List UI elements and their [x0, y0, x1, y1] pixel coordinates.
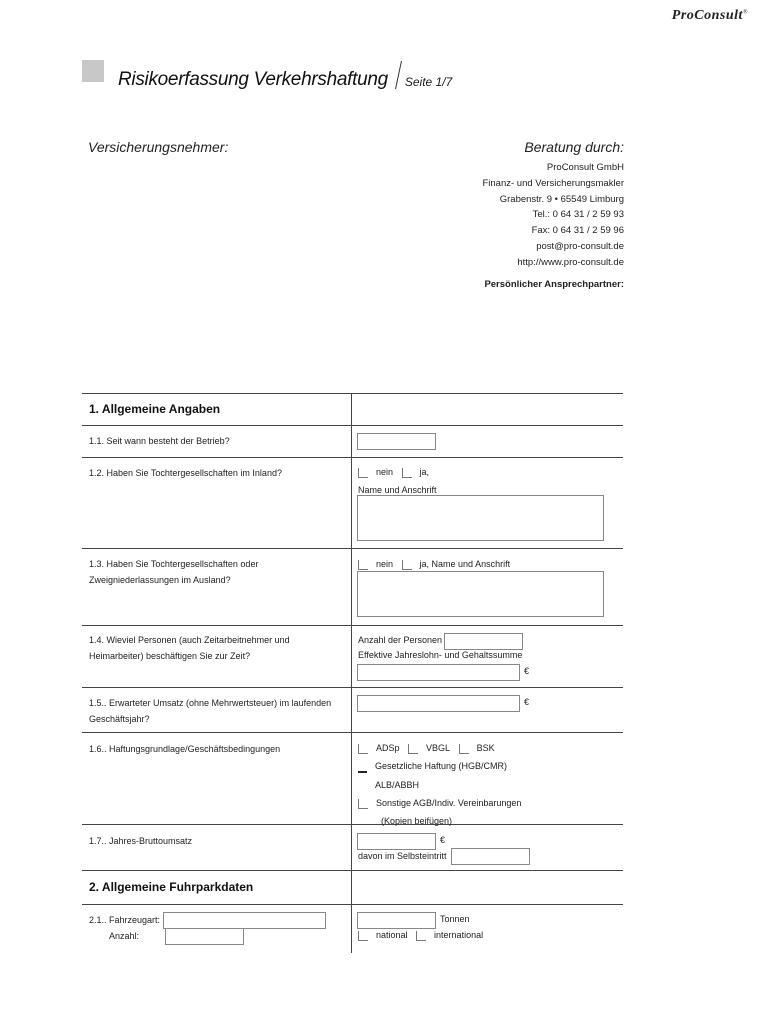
section-2-title: 2. Allgemeine Fuhrparkdaten [89, 880, 254, 894]
page-title: Risikoerfassung Verkehrshaftung [118, 69, 388, 90]
currency-symbol: € [524, 697, 530, 707]
option-label: ja, Name und Anschrift [419, 559, 511, 569]
checkbox-vbgl[interactable] [408, 744, 418, 754]
address-company: ProConsult GmbH [546, 162, 624, 173]
option-other-terms[interactable] [358, 796, 521, 812]
option-label: international [434, 930, 484, 940]
salary-label: Effektive Jahreslohn- und Gehaltssumme [358, 650, 523, 660]
count-label: Anzahl: [109, 931, 140, 941]
gross-revenue-input[interactable] [357, 833, 436, 850]
brand-name: ProConsult [671, 8, 743, 23]
option-international[interactable] [416, 928, 483, 944]
question-line: 1.5.. Erwarteter Umsatz (ohne Mehrwertsteuer) im laufenden [89, 698, 332, 708]
vehicle-type-input[interactable] [163, 912, 326, 929]
page-header [106, 61, 452, 91]
table-top-border [82, 393, 623, 394]
contact-person-label: Persönlicher Ansprechpartner: [484, 279, 624, 290]
brand-logo [672, 8, 748, 24]
foreign-subsidiaries-textarea[interactable] [357, 571, 604, 617]
option-label: nein [376, 467, 394, 477]
checkbox-hgb[interactable] [358, 762, 367, 773]
option-label: Gesetzliche Haftung (HGB/CMR) [375, 761, 508, 772]
option-no-domestic[interactable] [358, 465, 393, 481]
answer-1-2 [358, 465, 437, 499]
vehicle-count-input[interactable] [165, 928, 244, 945]
checkbox-bsk[interactable] [459, 744, 469, 754]
question-1-3 [89, 556, 258, 588]
question-line: 1.3. Haben Sie Tochtergesellschaften oder [89, 559, 259, 569]
question-1-4 [89, 632, 290, 664]
question-1-1: 1.1. Seit wann besteht der Betrieb? [89, 436, 230, 446]
question-line: Heimarbeiter) beschäftigen Sie zur Zeit? [89, 651, 251, 661]
option-label: national [376, 930, 408, 940]
page-number: Seite 1/7 [404, 75, 453, 89]
section-1-title: 1. Allgemeine Angaben [89, 402, 221, 416]
title-divider [395, 61, 402, 89]
expected-revenue-input[interactable] [357, 695, 520, 712]
address-street: Grabenstr. 9 • 65549 Limburg [499, 193, 624, 205]
option-adsp[interactable] [358, 741, 400, 757]
question-1-5 [89, 695, 331, 727]
self-entry-label: davon im Selbsteintritt [358, 851, 447, 861]
table-column-divider [351, 393, 352, 953]
option-label: Sonstige AGB/Indiv. Vereinbarungen [376, 797, 522, 808]
since-when-input[interactable] [357, 433, 436, 450]
checkbox-yes[interactable] [402, 560, 412, 570]
row-divider [82, 870, 623, 871]
option-label: ALB/ABBH [375, 780, 420, 790]
option-label: nein [376, 559, 394, 569]
persons-label: Anzahl der Personen [358, 635, 443, 645]
answer-1-6 [358, 741, 527, 830]
tonnage-label: Tonnen [440, 914, 470, 924]
option-label: BSK [476, 743, 495, 753]
row-divider [82, 824, 623, 825]
policyholder-heading: Versicherungsnehmer: [88, 139, 229, 155]
row-divider [82, 687, 623, 688]
question-line: Geschäftsjahr? [89, 714, 150, 724]
checkbox-yes[interactable] [402, 468, 412, 478]
self-entry-input[interactable] [451, 848, 530, 865]
row-divider [82, 625, 623, 626]
checkbox-international[interactable] [416, 931, 426, 941]
question-2-1: 2.1.. Fahrzeugart: [89, 915, 161, 925]
question-1-6: 1.6.. Haftungsgrundlage/Geschäftsbedingungen [89, 744, 281, 754]
option-bsk[interactable] [459, 741, 495, 757]
checkbox-no[interactable] [358, 560, 368, 570]
question-line: 1.4. Wieviel Personen (auch Zeitarbeitnehmer und [89, 635, 290, 645]
question-line: Zweigniederlassungen im Ausland? [89, 575, 231, 585]
checkbox-no[interactable] [358, 468, 368, 478]
scope-options [358, 928, 489, 946]
checkbox-alb[interactable] [358, 781, 367, 790]
address-fax: Fax: 0 64 31 / 2 59 96 [531, 225, 624, 237]
question-1-7: 1.7.. Jahres-Bruttoumsatz [89, 836, 193, 846]
checkbox-other-terms[interactable] [358, 799, 368, 809]
name-address-label: Name und Anschrift [358, 485, 437, 496]
option-label: VBGL [426, 743, 451, 753]
option-yes-domestic[interactable] [402, 465, 430, 481]
checkbox-adsp[interactable] [358, 744, 368, 754]
registered-mark: ® [742, 9, 748, 16]
title-marker [82, 60, 104, 82]
option-national[interactable] [358, 928, 408, 944]
option-label: ADSp [376, 743, 400, 753]
address-email[interactable]: post@pro-consult.de [536, 240, 624, 252]
address-role: Finanz- und Versicherungsmakler [482, 177, 624, 189]
option-vbgl[interactable] [408, 741, 450, 757]
domestic-subsidiaries-textarea[interactable] [357, 495, 604, 541]
row-divider [82, 548, 623, 549]
currency-symbol: € [524, 666, 530, 676]
option-hgb[interactable] [358, 759, 507, 775]
option-alb[interactable] [358, 778, 419, 794]
address-website[interactable]: http://www.pro-consult.de [517, 256, 624, 268]
advisor-heading: Beratung durch: [524, 139, 624, 155]
question-1-2: 1.2. Haben Sie Tochtergesellschaften im Inland? [89, 468, 282, 478]
row-divider [82, 732, 623, 733]
row-divider [82, 457, 623, 458]
checkbox-national[interactable] [358, 931, 368, 941]
salary-sum-input[interactable] [357, 664, 520, 681]
option-label: ja, [419, 467, 430, 477]
currency-symbol: € [440, 835, 446, 845]
advisor-address [482, 160, 624, 271]
address-phone: Tel.: 0 64 31 / 2 59 93 [532, 209, 624, 221]
row-divider [82, 904, 623, 905]
row-divider [82, 425, 623, 426]
tonnage-input[interactable] [357, 912, 436, 929]
copies-note: (Kopien beifügen) [381, 816, 453, 826]
